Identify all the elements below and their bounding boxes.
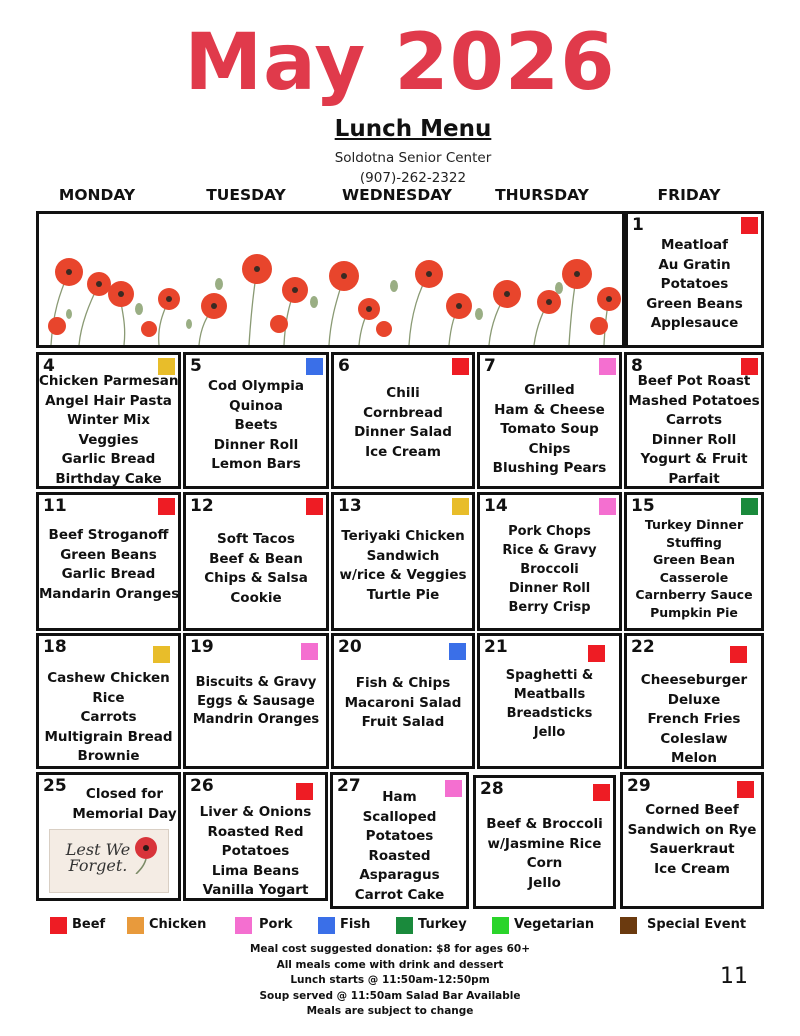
poppy-banner-image bbox=[36, 211, 625, 348]
day-number: 8 bbox=[631, 356, 643, 376]
beef-indicator-square bbox=[593, 784, 610, 801]
menu-items: Spaghetti & Meatballs Breadsticks Jello bbox=[505, 668, 594, 740]
beef-indicator-square bbox=[306, 498, 323, 515]
poppy-icon bbox=[126, 834, 166, 874]
center-name: Soldotna Senior Center bbox=[334, 150, 492, 166]
vegetarian-legend-swatch bbox=[492, 917, 509, 934]
menu-items: Corned Beef Sandwich on Rye Sauerkraut Ice Cream bbox=[627, 802, 757, 877]
menu-items: Grilled Ham & Cheese Tomato Soup Chips Blushing Pears bbox=[492, 382, 607, 476]
menu-items: Pork Chops Rice & Gravy Broccoli Dinner Roll Berry Crisp bbox=[502, 524, 597, 615]
chicken-legend-swatch bbox=[127, 917, 144, 934]
day-cell-29 bbox=[620, 772, 764, 909]
poppy-flowers-illustration bbox=[39, 214, 622, 345]
day-cell-4 bbox=[36, 352, 181, 489]
fish-indicator-square bbox=[306, 358, 323, 375]
menu-items: Liver & Onions Roasted Red Potatoes Lima Beans Vanilla Yogart bbox=[199, 804, 312, 898]
menu-items: Chicken Parmesan Angel Hair Pasta Winter Mix Veggies Garlic Bread Birthday Cake bbox=[39, 373, 179, 487]
day-number: 14 bbox=[484, 496, 508, 516]
legend-label: Special Event bbox=[647, 917, 747, 932]
pork-indicator-square bbox=[599, 358, 616, 375]
day-number: 7 bbox=[484, 356, 496, 376]
menu-items: Closed for Memorial Day bbox=[72, 786, 177, 822]
day-cell-5 bbox=[183, 352, 329, 489]
day-cell-27 bbox=[330, 772, 469, 909]
day-header-monday: MONDAY bbox=[58, 186, 136, 204]
menu-items: Teriyaki Chicken Sandwich w/rice & Veggies Turtle Pie bbox=[339, 528, 467, 603]
day-cell-1 bbox=[625, 211, 764, 348]
beef-indicator-square bbox=[296, 783, 313, 800]
beef-indicator-square bbox=[588, 645, 605, 662]
beef-indicator-square bbox=[741, 217, 758, 234]
beef-indicator-square bbox=[452, 358, 469, 375]
menu-items: Beef & Broccoli w/Jasmine Rice Corn Jello bbox=[486, 816, 603, 891]
day-number: 5 bbox=[190, 356, 202, 376]
legend-label: Fish bbox=[340, 917, 371, 932]
day-number: 25 bbox=[43, 776, 67, 796]
menu-items: Turkey Dinner Stuffing Green Bean Casserole Carnberry Sauce Pumpkin Pie bbox=[635, 517, 753, 620]
day-number: 15 bbox=[631, 496, 655, 516]
lest-we-forget-sign bbox=[49, 829, 169, 893]
day-cell-18 bbox=[36, 633, 181, 769]
fish-legend-swatch bbox=[318, 917, 335, 934]
meal-notes: Meal cost suggested donation: $8 for ages 60+ All meals come with drink and dessert Lunch starts @ 11:50am-12:50pm Soup served @ 11:50am Salad Bar Available Meals are subject to change bbox=[249, 943, 531, 1017]
day-number: 11 bbox=[43, 496, 67, 516]
day-number: 1 bbox=[632, 215, 644, 235]
day-number: 20 bbox=[338, 637, 362, 657]
beef-indicator-square bbox=[737, 781, 754, 798]
day-cell-25 bbox=[36, 772, 181, 901]
day-number: 28 bbox=[480, 779, 504, 799]
legend-label: Chicken bbox=[149, 917, 207, 932]
legend-label: Vegetarian bbox=[514, 917, 595, 932]
day-number: 27 bbox=[337, 776, 361, 796]
day-number: 21 bbox=[484, 637, 508, 657]
chicken-indicator-square bbox=[452, 498, 469, 515]
menu-items: Cod Olympia Quinoa Beets Dinner Roll Lemon Bars bbox=[208, 378, 304, 472]
day-cell-19 bbox=[183, 633, 329, 769]
menu-items: Meatloaf Au Gratin Potatoes Green Beans Applesauce bbox=[646, 237, 743, 331]
day-header-wednesday: WEDNESDAY bbox=[342, 186, 452, 204]
menu-items: Cashew Chicken Rice Carrots Multigrain Bread Brownie bbox=[44, 670, 173, 764]
day-cell-28 bbox=[473, 775, 616, 909]
day-header-tuesday: TUESDAY bbox=[206, 186, 286, 204]
legend-label: Pork bbox=[259, 917, 293, 932]
menu-items: Soft Tacos Beef & Bean Chips & Salsa Cookie bbox=[204, 531, 308, 606]
legend-label: Turkey bbox=[418, 917, 467, 932]
day-cell-11 bbox=[36, 492, 181, 631]
menu-subtitle: Lunch Menu bbox=[334, 116, 492, 142]
day-cell-21 bbox=[477, 633, 622, 769]
menu-items: Ham Scalloped Potatoes Roasted Asparagus Carrot Cake bbox=[354, 789, 445, 903]
page-title: May 2026 bbox=[184, 18, 616, 108]
day-number: 19 bbox=[190, 637, 214, 657]
day-number: 29 bbox=[627, 776, 651, 796]
day-number: 18 bbox=[43, 637, 67, 657]
pork-indicator-square bbox=[301, 643, 318, 660]
special-event-legend-swatch bbox=[620, 917, 637, 934]
day-cell-6 bbox=[331, 352, 475, 489]
day-number: 26 bbox=[190, 776, 214, 796]
day-cell-26 bbox=[183, 772, 328, 901]
day-cell-12 bbox=[183, 492, 329, 631]
menu-items: Biscuits & Gravy Eggs & Sausage Mandrin Oranges bbox=[192, 675, 320, 727]
day-number: 22 bbox=[631, 637, 655, 657]
beef-indicator-square bbox=[158, 498, 175, 515]
fish-indicator-square bbox=[449, 643, 466, 660]
day-header-thursday: THURSDAY bbox=[495, 186, 589, 204]
day-number: 4 bbox=[43, 356, 55, 376]
day-header-friday: FRIDAY bbox=[657, 186, 721, 204]
day-cell-13 bbox=[331, 492, 475, 631]
pork-legend-swatch bbox=[235, 917, 252, 934]
menu-items: Cheeseburger Deluxe French Fries Coleslaw Melon bbox=[640, 672, 748, 766]
menu-items: Fish & Chips Macaroni Salad Fruit Salad bbox=[344, 675, 462, 730]
sign-text: Lest We Forget. bbox=[65, 840, 131, 875]
center-phone: (907)-262-2322 bbox=[359, 170, 467, 186]
beef-legend-swatch bbox=[50, 917, 67, 934]
day-cell-7 bbox=[477, 352, 622, 489]
chicken-indicator-square bbox=[153, 646, 170, 663]
day-cell-8 bbox=[624, 352, 764, 489]
turkey-legend-swatch bbox=[396, 917, 413, 934]
menu-items: Beef Stroganoff Green Beans Garlic Bread Mandarin Oranges bbox=[39, 527, 180, 602]
day-number: 12 bbox=[190, 496, 214, 516]
day-cell-14 bbox=[477, 492, 622, 631]
turkey-indicator-square bbox=[741, 498, 758, 515]
day-cell-22 bbox=[624, 633, 764, 769]
menu-items: Chili Cornbread Dinner Salad Ice Cream bbox=[354, 385, 452, 460]
day-cell-20 bbox=[331, 633, 475, 769]
page-number: 11 bbox=[720, 964, 748, 989]
pork-indicator-square bbox=[599, 498, 616, 515]
menu-items: Beef Pot Roast Mashed Potatoes Carrots Dinner Roll Yogurt & Fruit Parfait bbox=[628, 373, 760, 487]
beef-indicator-square bbox=[730, 646, 747, 663]
day-number: 13 bbox=[338, 496, 362, 516]
day-number: 6 bbox=[338, 356, 350, 376]
legend-label: Beef bbox=[72, 917, 106, 932]
day-cell-15 bbox=[624, 492, 764, 631]
